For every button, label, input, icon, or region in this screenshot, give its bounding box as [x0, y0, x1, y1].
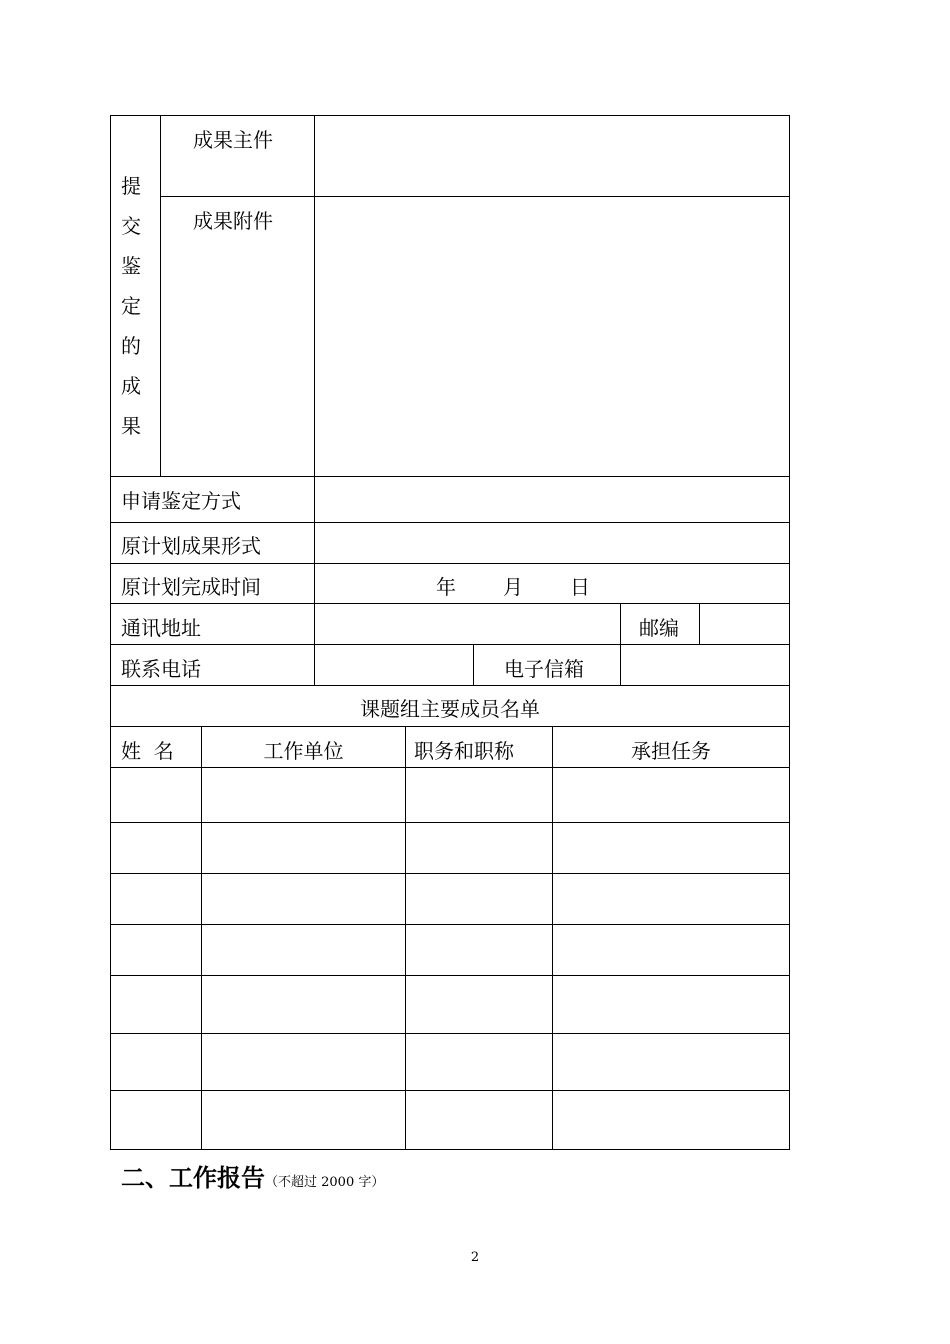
members-header-name: 姓 名 [121, 739, 174, 763]
section-title: 二、工作报告 [121, 1163, 265, 1192]
submitted-results-label: 提 交 鉴 定 的 成 果 [121, 174, 141, 438]
members-header-unit: 工作单位 [263, 739, 344, 763]
member-name-field[interactable] [110, 975, 202, 1034]
member-title-field[interactable] [405, 1033, 553, 1091]
member-title-field[interactable] [405, 1090, 553, 1150]
planned-time-field[interactable] [314, 563, 790, 604]
members-header-task: 承担任务 [631, 739, 711, 763]
member-name-field[interactable] [110, 1090, 202, 1150]
phone-field[interactable] [314, 644, 474, 686]
main-result-field[interactable] [314, 115, 790, 197]
member-unit-field[interactable] [201, 767, 406, 823]
date-day-label: 日 [570, 575, 590, 599]
attachment-label-cell [160, 196, 315, 477]
address-label: 通讯地址 [121, 616, 201, 640]
email-field[interactable] [620, 644, 790, 686]
attachment-label: 成果附件 [193, 209, 273, 233]
section-heading [121, 1158, 384, 1193]
planned-form-label: 原计划成果形式 [121, 534, 261, 558]
email-label: 电子信箱 [504, 657, 584, 681]
member-name-field[interactable] [110, 767, 202, 823]
member-title-field[interactable] [405, 873, 553, 925]
postcode-label: 邮编 [639, 616, 679, 640]
members-title: 课题组主要成员名单 [360, 697, 540, 721]
planned-time-label: 原计划完成时间 [121, 575, 261, 599]
attachment-field[interactable] [314, 196, 790, 477]
member-title-field[interactable] [405, 822, 553, 874]
members-header-title: 职务和职称 [414, 739, 514, 763]
member-name-field[interactable] [110, 873, 202, 925]
member-title-field[interactable] [405, 767, 553, 823]
member-unit-field[interactable] [201, 873, 406, 925]
appraisal-method-label: 申请鉴定方式 [121, 489, 241, 513]
section-note: （不超过 2000 字） [265, 1175, 385, 1190]
member-task-field[interactable] [552, 767, 790, 823]
member-unit-field[interactable] [201, 1033, 406, 1091]
member-task-field[interactable] [552, 1033, 790, 1091]
main-result-label: 成果主件 [193, 128, 273, 152]
member-title-field[interactable] [405, 924, 553, 976]
date-year-label: 年 [436, 575, 456, 599]
member-unit-field[interactable] [201, 1090, 406, 1150]
appraisal-method-field[interactable] [314, 476, 790, 523]
member-task-field[interactable] [552, 924, 790, 976]
member-unit-field[interactable] [201, 822, 406, 874]
member-unit-field[interactable] [201, 924, 406, 976]
member-title-field[interactable] [405, 975, 553, 1034]
page-number: 2 [470, 1250, 480, 1265]
member-name-field[interactable] [110, 822, 202, 874]
planned-form-field[interactable] [314, 522, 790, 564]
member-name-field[interactable] [110, 924, 202, 976]
member-task-field[interactable] [552, 975, 790, 1034]
phone-label: 联系电话 [121, 657, 201, 681]
member-unit-field[interactable] [201, 975, 406, 1034]
member-task-field[interactable] [552, 1090, 790, 1150]
member-task-field[interactable] [552, 822, 790, 874]
date-month-label: 月 [503, 575, 523, 599]
member-name-field[interactable] [110, 1033, 202, 1091]
postcode-field[interactable] [699, 603, 790, 645]
member-task-field[interactable] [552, 873, 790, 925]
address-field[interactable] [314, 603, 621, 645]
